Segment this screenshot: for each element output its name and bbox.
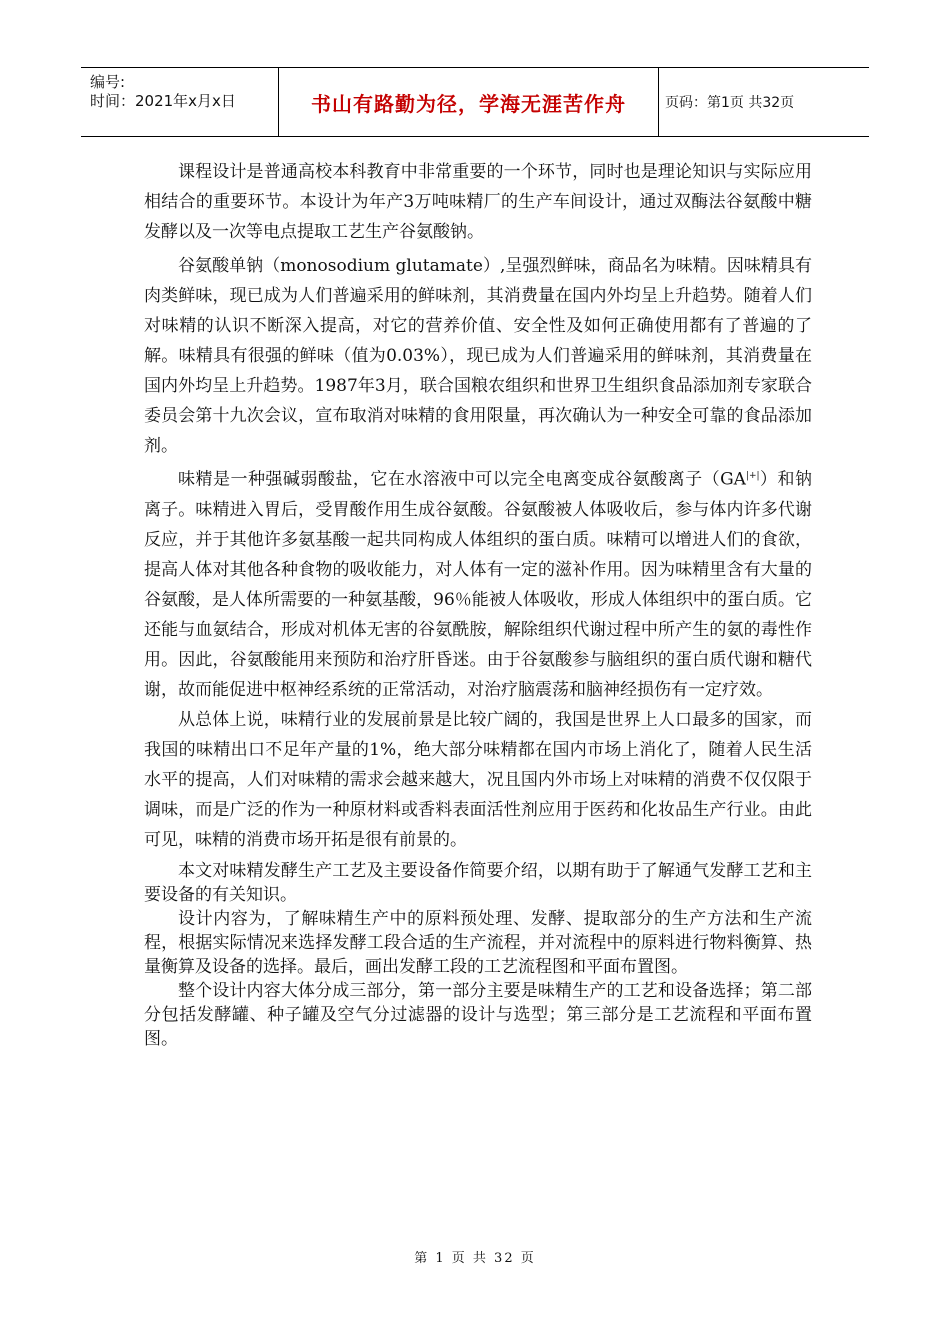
paragraph-purpose: 本文对味精发酵生产工艺及主要设备作简要介绍，以期有助于了解通气发酵工艺和主要设备的有关知识。 [144, 860, 812, 905]
header-motto: 书山有路勤为径，学海无涯苦作舟 [311, 91, 626, 116]
paragraph-msg-physiology-part2: ）和钠离子。味精进入胃后，受胃酸作用生成谷氨酸。谷氨酸被人体吸收后，参与体内许多代谢反应，并于其他许多氨基酸一起共同构成人体组织的蛋白质。味精可以增进人们的食欲，提高人体对其他各种食物的吸收能力，对人体有一定的滋补作用。因为味精里含有大量的谷氨酸，是人体所需要的一种氨基酸，96％能被人体吸收，形成人体组织中的蛋白质。它还能与血氨结合，形成对机体无害的谷氨酰胺，解除组织代谢过程中所产生的氨的毒性作用。因此，谷氨酸能用来预防和治疗肝昏迷。由于谷氨酸参与脑组织的蛋白质代谢和糖代谢，故而能促进中枢神经系统的正常活动，对治疗脑震荡和脑神经损伤有一定疗效。 [144, 469, 813, 700]
page-header [81, 67, 869, 137]
paragraph-industry-outlook: 从总体上说，味精行业的发展前景是比较广阔的，我国是世界上人口最多的国家，而我国的味精出口不足年产量的1%，绝大部分味精都在国内市场上消化了，随着人民生活水平的提高，人们对味精的需求会越来越大，况且国内外市场上对味精的消费不仅仅限于调味，而是广泛的作为一种原材料或香料表面活性剂应用于医药和化妆品生产行业。由此可见，味精的消费市场开拓是很有前景的。 [144, 709, 812, 850]
paragraph-design-content: 设计内容为，了解味精生产中的原料预处理、发酵、提取部分的生产方法和生产流程，根据实际情况来选择发酵工段合适的生产流程，并对流程中的原料进行物料衡算、热量衡算及设备的选择。最后，画出发酵工段的工艺流程图和平面布置图。 [144, 908, 812, 977]
paragraph-msg-definition: 谷氨酸单钠（monosodium glutamate）,呈强烈鲜味，商品名为味精。因味精具有肉类鲜味，现已成为人们普遍采用的鲜味剂，其消费量在国内外均呈上升趋势。随着人们对味精的认识不断深入提高，对它的营养价值、安全性及如何正确使用都有了普遍的了解。味精具有很强的鲜味（值为0.03%），现已成为人们普遍采用的鲜味剂，其消费量在国内外均呈上升趋势。1987年3月，联合国粮农组织和世界卫生组织食品添加剂专家联合委员会第十九次会议，宣布取消对味精的食用限量，再次确认为一种安全可靠的食品添加剂。 [144, 256, 812, 456]
page-footer: 第 1 页 共 32 页 [414, 1251, 536, 1266]
header-meta-cell [81, 68, 279, 136]
header-motto-cell [279, 68, 659, 136]
document-code-label: 编号: [90, 73, 126, 91]
ion-superscript: |+| [745, 471, 760, 481]
paragraph-intro: 课程设计是普通高校本科教育中非常重要的一个环节，同时也是理论知识与实际应用相结合的重要环节。本设计为年产3万吨味精厂的生产车间设计，通过双酶法谷氨酸中糖发酵以及一次等电点提取工艺生产谷氨酸钠。 [144, 162, 812, 242]
document-time-label: 时间：2021年x月x日 [90, 92, 236, 110]
paragraph-structure: 整个设计内容大体分成三部分，第一部分主要是味精生产的工艺和设备选择；第二部分包括发酵罐、种子罐及空气分过滤器的设计与选型；第三部分是工艺流程和平面布置图。 [144, 980, 812, 1049]
document-body [144, 157, 812, 1051]
paragraph-msg-physiology [144, 461, 812, 705]
header-page-info: 页码：第1页 共32页 [665, 95, 795, 111]
paragraph-msg-physiology-part1: 味精是一种强碱弱酸盐，它在水溶液中可以完全电离变成谷氨酸离子（GA [178, 469, 746, 490]
